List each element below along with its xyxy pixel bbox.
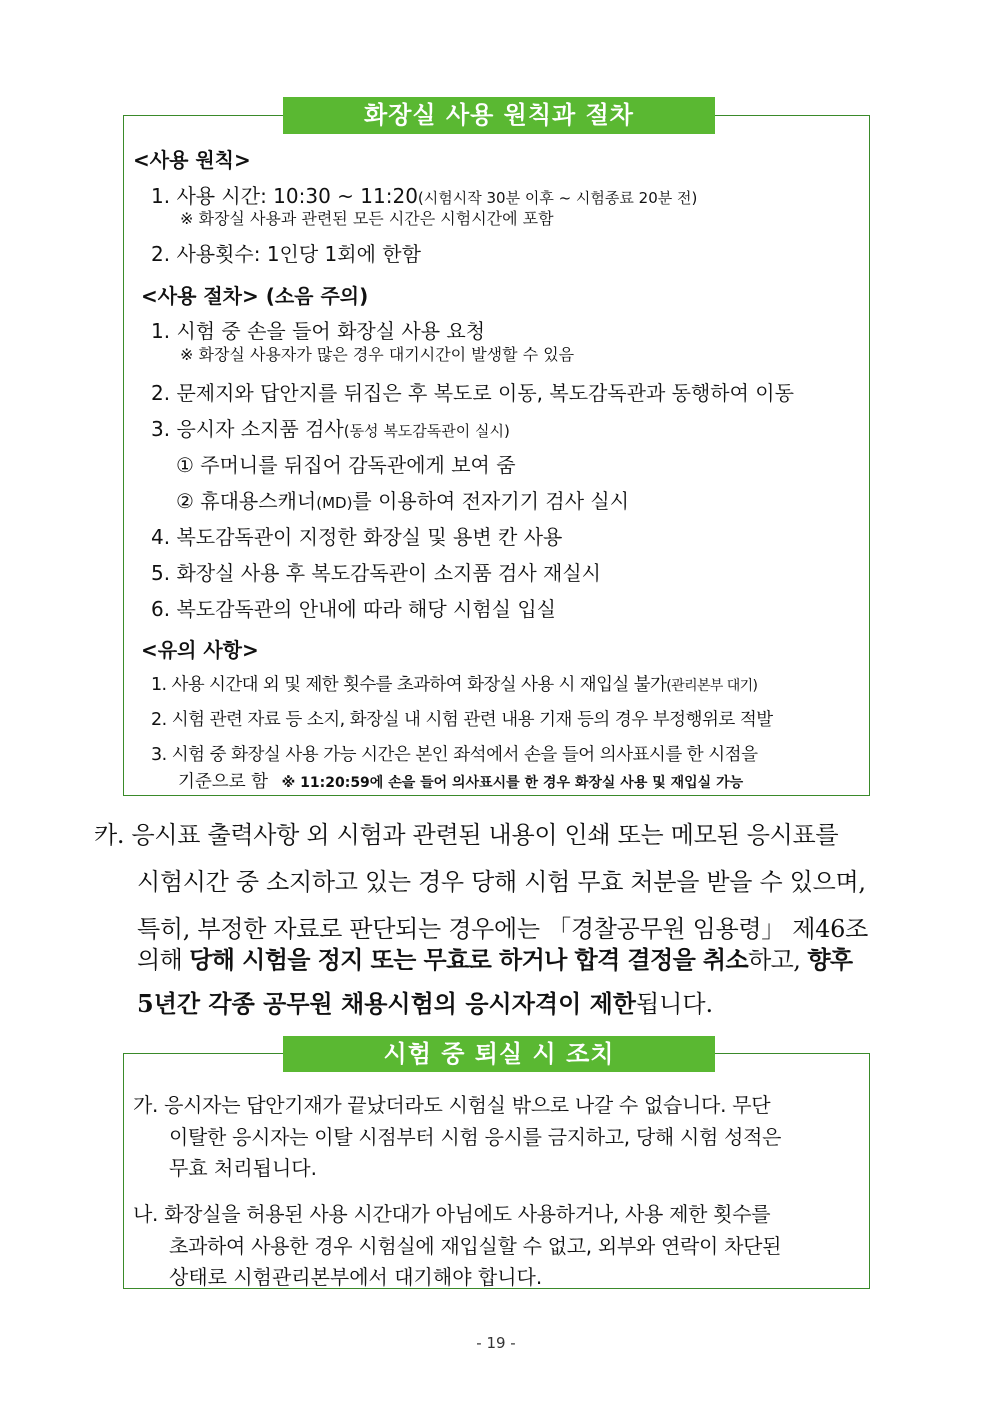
rules-heading: <사용 원칙> bbox=[133, 148, 251, 172]
para-line-4-mid: 하고, bbox=[748, 946, 808, 974]
para-line-4-emphasis: 당해 시험을 정지 또는 무효로 하거나 합격 결정을 취소 bbox=[189, 945, 749, 974]
caution-1-detail: (관리본부 대기) bbox=[666, 678, 758, 694]
procedure-3b-pre: ② 휴대용스캐너 bbox=[176, 489, 317, 513]
procedure-6: 6. 복도감독관의 안내에 따라 해당 시험실 입실 bbox=[151, 597, 556, 621]
rule-1-main: 1. 사용 시간: 10:30 ~ 11:20 bbox=[151, 184, 418, 208]
para-line-5 bbox=[137, 984, 713, 1019]
exit-item-na-line1: 나. 화장실을 허용된 사용 시간대가 아님에도 사용하거나, 사용 제한 횟수를 bbox=[133, 1202, 771, 1226]
procedure-1-note: ※ 화장실 사용자가 많은 경우 대기시간이 발생할 수 있음 bbox=[180, 345, 575, 364]
exit-item-na-line2: 초과하여 사용한 경우 시험실에 재입실할 수 없고, 외부와 연락이 차단된 bbox=[169, 1234, 782, 1258]
caution-3-line2-main: 기준으로 함 bbox=[178, 772, 269, 792]
procedure-heading: <사용 절차> (소음 주의) bbox=[141, 284, 369, 308]
caution-1-main: 1. 사용 시간대 외 및 제한 횟수를 초과하여 화장실 사용 시 재입실 불가 bbox=[151, 675, 667, 695]
exit-measures-title: 시험 중 퇴실 시 조치 bbox=[283, 1036, 715, 1072]
caution-2: 2. 시험 관련 자료 등 소지, 화장실 내 시험 관련 내용 기재 등의 경우 부정행위로 적발 bbox=[151, 710, 773, 730]
para-line-4-pre: 의해 bbox=[137, 946, 190, 974]
procedure-4: 4. 복도감독관이 지정한 화장실 및 용변 칸 사용 bbox=[151, 525, 563, 549]
caution-1 bbox=[151, 671, 757, 696]
caution-heading: <유의 사항> bbox=[141, 638, 259, 662]
para-line-5-post: 됩니다. bbox=[635, 990, 714, 1018]
rule-1-note: ※ 화장실 사용과 관련된 모든 시간은 시험시간에 포함 bbox=[180, 209, 554, 228]
exit-item-na-line3: 상태로 시험관리본부에서 대기해야 합니다. bbox=[169, 1265, 543, 1289]
caution-3-note: ※ 11:20:59에 손을 들어 의사표시를 한 경우 화장실 사용 및 재입실 가능 bbox=[281, 775, 744, 791]
para-line-1: 카. 응시표 출력사항 외 시험과 관련된 내용이 인쇄 또는 메모된 응시표를 bbox=[94, 821, 839, 849]
para-line-2: 시험시간 중 소지하고 있는 경우 당해 시험 무효 처분을 받을 수 있으며, bbox=[137, 868, 866, 896]
toilet-rules-title: 화장실 사용 원칙과 절차 bbox=[283, 97, 715, 134]
para-line-4-emphasis-2: 향후 bbox=[807, 945, 853, 974]
exit-item-ga-line1: 가. 응시자는 답안기재가 끝났더라도 시험실 밖으로 나갈 수 없습니다. 무단 bbox=[133, 1093, 771, 1117]
page-number: - 19 - bbox=[476, 1334, 516, 1352]
procedure-5: 5. 화장실 사용 후 복도감독관이 소지품 검사 재실시 bbox=[151, 561, 601, 585]
rule-2: 2. 사용횟수: 1인당 1회에 한함 bbox=[151, 242, 421, 266]
para-line-3: 특히, 부정한 자료로 판단되는 경우에는 「경찰공무원 임용령」 제46조 bbox=[137, 915, 868, 943]
procedure-3 bbox=[151, 413, 510, 442]
procedure-3-detail: (동성 복도감독관이 실시) bbox=[343, 422, 510, 440]
procedure-3b-md: (MD) bbox=[316, 494, 353, 512]
caution-3-line2 bbox=[178, 768, 743, 793]
procedure-3b-post: 를 이용하여 전자기기 검사 실시 bbox=[352, 489, 630, 513]
rule-1-detail: (시험시작 30분 이후 ~ 시험종료 20분 전) bbox=[417, 189, 698, 207]
para-line-4 bbox=[137, 940, 853, 975]
procedure-3b bbox=[176, 485, 629, 514]
para-line-5-emphasis: 5년간 각종 공무원 채용시험의 응시자격이 제한 bbox=[137, 989, 636, 1018]
exit-item-ga-line2: 이탈한 응시자는 이탈 시점부터 시험 응시를 금지하고, 당해 시험 성적은 bbox=[169, 1125, 782, 1149]
procedure-2: 2. 문제지와 답안지를 뒤집은 후 복도로 이동, 복도감독관과 동행하여 이동 bbox=[151, 381, 794, 405]
exit-item-ga-line3: 무효 처리됩니다. bbox=[169, 1156, 317, 1180]
procedure-3a: ① 주머니를 뒤집어 감독관에게 보여 줌 bbox=[176, 453, 516, 477]
procedure-3-main: 3. 응시자 소지품 검사 bbox=[151, 417, 344, 441]
rule-1 bbox=[151, 180, 697, 209]
caution-3-line1: 3. 시험 중 화장실 사용 가능 시간은 본인 좌석에서 손을 들어 의사표시를 한 시점을 bbox=[151, 745, 758, 765]
procedure-1: 1. 시험 중 손을 들어 화장실 사용 요청 bbox=[151, 319, 486, 343]
